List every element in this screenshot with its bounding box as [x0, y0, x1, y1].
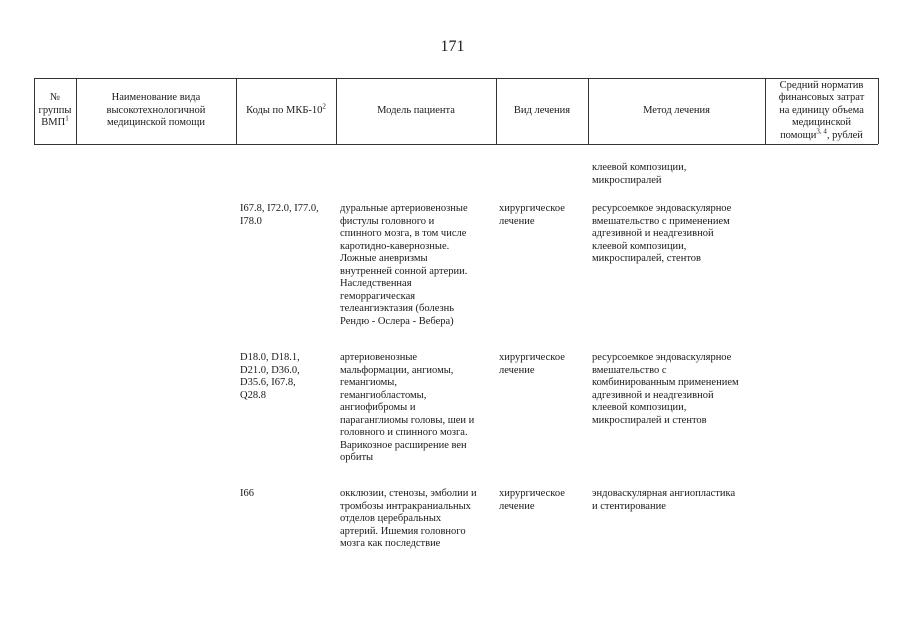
row-3-treatment: хирургическое лечение	[499, 488, 565, 512]
row-1-model: дуральные артериовенозные фистулы головного и спинного мозга, в том числе каротидно-кавернозные. Ложные аневризмы внутренней сонной артерии. Наследственная геморрагическая телеангиэктазия (болезнь Рендю - Ослера - Вебера)	[340, 203, 468, 327]
header-treatment-type: Вид лечения	[513, 104, 571, 116]
header-patient-model: Модель пациента	[377, 104, 455, 116]
row-2-treatment: хирургическое лечение	[499, 352, 565, 376]
row-1-method: ресурсоемкое эндоваскулярное вмешательство с применением адгезивной и неадгезивной клеевой композиции, микроспиралей, стентов	[592, 203, 732, 264]
header-treatment-method: Метод лечения	[643, 104, 710, 116]
header-icd-codes: Коды по МКБ-$10^2$	[246, 102, 326, 116]
header-group-number: № группы ВМП$^1$	[38, 92, 72, 129]
row-3-codes: I66	[240, 488, 254, 499]
row-1-codes: I67.8, I72.0, I77.0, I78.0	[240, 203, 319, 227]
page-number: 171	[440, 38, 465, 55]
header-vmp-name: Наименование вида высокотехнологичной медицинской помощи	[106, 92, 206, 129]
row-0-method: клеевой композиции, микроспиралей	[592, 162, 687, 186]
header-cost-norm: Средний норматив финансовых затрат на единицу объема медицинской помощи$^{3, 4}$, рублей	[778, 79, 865, 141]
header-border-right	[878, 78, 879, 144]
row-2-codes: D18.0, D18.1, D21.0, D36.0, D35.6, I67.8, Q28.8	[240, 352, 300, 401]
row-2-method: ресурсоемкое эндоваскулярное вмешательство с комбинированным применением адгезивной и неадгезивной клеевой композиции, микроспиралей и стентов	[592, 352, 739, 426]
row-2-model: артериовенозные мальформации, ангиомы, гемангиомы, гемангиобластомы, ангиофибромы и параганглиомы головы, шеи и головного и спинного мозга. Варикозное расширение вен орбиты	[340, 352, 475, 463]
header-bottom-rule	[34, 144, 878, 145]
row-3-model: окклюзии, стенозы, эмболии и тромбозы интракраниальных отделов церебральных артерий. Ишемия головного мозга как последствие	[340, 488, 477, 549]
row-1-treatment: хирургическое лечение	[499, 203, 565, 227]
row-3-method: эндоваскулярная ангиопластика и стентирование	[592, 488, 736, 512]
